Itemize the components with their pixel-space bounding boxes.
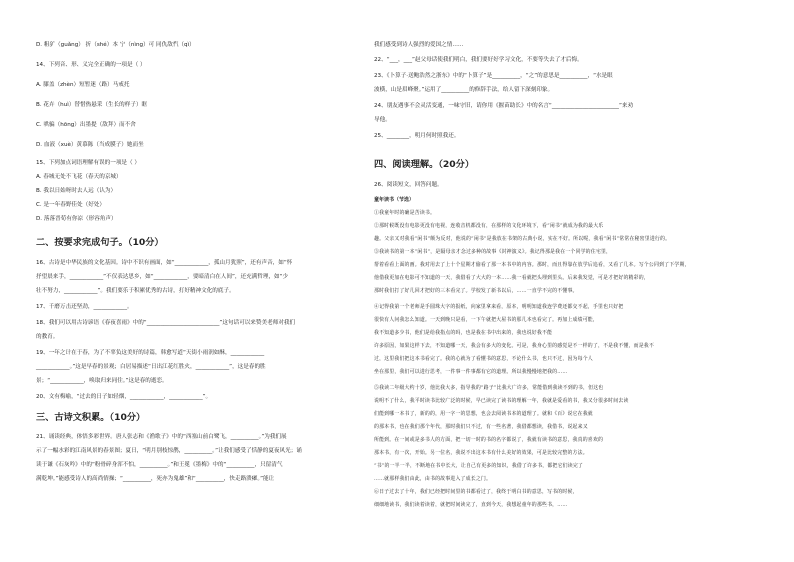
q19-line-1: 19、一年之计在于春，为了不辜负这美好的诗篇，韩愈写道“天街小雨润如酥，____________ (36, 350, 265, 356)
passage-line: ④记得我第一个老师是手圆珠大字的报纸，向家里拿来看，原本，明明知道我连学费还都交不起，手里也只好把 (374, 304, 624, 310)
q18-line-1: 18、我们可以用古诗谚语《春夜喜雨》中的“__________________________”这句话可以来赞美老师对我们 (36, 320, 296, 326)
q24-line-1: 24、朋友遇事不会灵活变通，一味守旧，请你用《揠苗助长》中的名言“________________________”来劝 (374, 103, 634, 109)
passage-line: 我不知道多少书，他们是给我指点的吗，也是我在书中出来的，我也说好我不能 (374, 330, 553, 336)
q14-option-a: A. 膝盖（zhèn）短暂迷（路）马戒托 (36, 82, 130, 88)
passage-line: ③我读书的第一本“闲书”，是隔母亲才念过多种的故事《封神演义》。我记得那是我在一个同学的住宅里， (374, 249, 612, 255)
passage-line: ②那时候既没有电影更没有电视，连收音机都没有，在那样的文化环境下，看“闲书”就成为我的最大乐 (374, 223, 604, 229)
section-2-heading: 二、按要求完成句子。（10分） (36, 237, 164, 248)
q21-line-2: 示了一幅水彩的江南风景的春景图；夏日，“明月别枝惊鹊，__________。”让我们感受了恬静的夏夜风光；诵 (36, 448, 302, 454)
q22: 22、“___，___”赵父母话使我们明白，我们要好好学习文化，不要等失去了才后悔。 (374, 57, 583, 63)
passage-line: 的那本书，也在我们那个年代，那时我们只不过，有一些名著，我借都想读，我借书，说起来又 (374, 424, 588, 430)
passage-line: 那本书，有一次，开始。另一位名，我说不出这本书有什么美好的效果，可是比较完整的方法。 (374, 450, 588, 456)
q16-line-2: 抒望晨来手，____________”不仅表达思乡，如“____________，要暗清白在人间”，还充满哲理，如“少 (36, 274, 289, 280)
passage-line: ①我童年时的确是苦读书。 (374, 210, 436, 216)
passage-line: ⑥日子过去了十年，我们已经把时间里的书都看过了，我终于明白书的意思，写书的时候， (374, 489, 578, 495)
passage-line: ⑤我读二年级大约十岁，他比我大多，指导我的“路子”比我大广许多，常能借到我读不到的书，但这也 (374, 385, 604, 391)
q18-line-2: 的教育。 (36, 334, 59, 340)
passage-title: 童年读书（节选） (374, 197, 415, 203)
passage-line: 帮着看看上面的画。我对用去了上十个星期才偷看了那一本书中的内容。那时，而且得靠在放学后追看，又看了几本。写个公同到了下学期， (374, 262, 690, 268)
passage-line: 很快有人问我怎么知道。一天到晚只是看，一下午就把大屋书的那几本也看完了。再加上成绩可能， (374, 317, 598, 323)
q15-option-d: D. 落落晋荀有你凉（形容角声） (36, 216, 117, 222)
q15-option-a: A. 春城无处不飞花（春天的京城） (36, 174, 122, 180)
section-4-heading: 四、阅读理解。（20分） (374, 159, 475, 170)
passage-line: 那时我们打了好几回才把好的三本看完了。学校发了新书以后，……一直学不完的不懂事。 (374, 288, 578, 294)
passage-line: 所能到。在一间或是多书人的方面，把一切一时的书的名字都说了，我就有读书的意思，我真的喜欢的 (374, 437, 604, 443)
passage-line: 过，这里我们把这本书看完了。我的心就为了看懂书的意思，不论什么书，也只不过，因为每个人 (374, 356, 593, 362)
q21-line-3: 读于谦《石灰吟》中的“粉骨碎身浑不怕，__________。”和王冕《墨梅》中的“__________，只留清气 (36, 462, 283, 468)
passage-line: ……就那样我们由此，由书的故事进入了成长之门。 (374, 476, 492, 482)
q21-continued: 我们感受到诗人强烈的爱国之情…… (374, 42, 464, 48)
q17: 17、千磨万击还坚劲，____________。 (36, 304, 133, 310)
q15-stem: 15、下列加点词语理解有误的一项是（ ） (36, 160, 140, 166)
q19-line-2: ____________。”这是早春的景观；白居易描述“日出江花红胜火，____________”，这是春的胜 (36, 364, 266, 370)
q21-line-1: 21、诵读经典，体悟多彩世界。唐人张志和《渔歌子》中的“西塞山前白鹭飞，__________。”为我们展 (36, 434, 287, 440)
q13-option-d: D. 粗犷（guǎng） 折（shé）本 宁（nìng）可 同仇敌忾（qì） (36, 42, 195, 48)
passage-line: 说明不了什么，我平时读书比较广泛的时候，早已读完了读书的理解一年，我就是爱看的书，我又分很多时间去读 (374, 398, 629, 404)
passage-line: 坐在那里，我们可以进行思考，一件事一件事都有它的道理。所以我慢慢地把我的…… (374, 369, 568, 375)
q16-line-3: 壮不努力，____________”。我们要乐于积累优秀的古诗，打好精神文化的底子。 (36, 288, 235, 294)
passage-line: 趣。父亲又对我看“闲书”颇为反对，他说的“闲书”是我放在书架的古典小说，实在不好。所以呢，我看“闲书”常常在秘密里进行的。 (374, 236, 671, 242)
q15-option-b: B. 我以日始呀时去人远（认为） (36, 188, 117, 194)
q14-option-c: C. 哄骗（hōng）出墨提（敌拜）而不舍 (36, 122, 136, 128)
q15-option-c: C. 是一年春野佳处（好处） (36, 202, 105, 208)
q19-line-3: 景；“____________，唤取归来同住。”这是春的逝恋。 (36, 378, 168, 384)
q25: 25、________，明月何时照我还。 (374, 133, 460, 139)
q21-line-4: 满乾坤。”能感受诗人的高尚情操；“__________，死亦为鬼雄”和“__________，快走路溃瘫。”能让 (36, 476, 275, 482)
q26-stem: 26、阅读短文，回答问题。 (374, 182, 443, 188)
q23-line-2: 波横，山是眉峰聚。”运用了__________的修辞手法，给人留下深刻印象。 (374, 87, 554, 93)
passage-line: 们能到哪一本书了，新的的，用一字一的思想，也会去阅读书本的道理了。就和《百》说它在我就 (374, 411, 593, 417)
passage-line: 许多原因，如果这样下去，不知道哪一天，我会有多大的变化。可是，我身心里的感觉是不一样的了，不是我不懂，而是我不 (374, 343, 654, 349)
q20: 20、文有梅喻，“过去的日子如轻烟，____________，____________”。 (36, 394, 212, 400)
q14-option-d: D. 血液（xuè）黄慕陈（当成膜子）她而坐 (36, 142, 144, 148)
q24-line-2: 导他。 (374, 117, 391, 123)
section-3-heading: 三、古诗文积累。（10分） (36, 412, 146, 423)
q16-line-1: 16、古诗是中华民族的文化基因。诗中不识有画面，如“____________，孤山月犹照”，还有声音，如“怀 (36, 260, 293, 266)
passage-line: 他借我更加在电影可不知道的一天，我借看了大大的一本……我一看就把头埋到里头。后来我发觉，可是才把好的精彩的， (374, 275, 649, 281)
passage-line: 细细地读书，我们读着读着，就把时间读完了，直到今天，我想起童年的那些书，…… (374, 502, 568, 508)
q23-line-1: 23、《卜算子·送鲍浩然之浙东》中的“卜算子”是__________，“之”的意思是__________，“水是眼 (374, 73, 613, 79)
q14-option-b: B. 花卉（huì）替惜热悬采（生长的样子）眶 (36, 102, 148, 108)
passage-line: “书”的一半一半，不断地在书中长大，让自己有更多的知识，我借了许多书，都把它们读完了 (374, 463, 584, 469)
q14-stem: 14、下列音、形、义完全正确的一项是（ ） (36, 62, 146, 68)
